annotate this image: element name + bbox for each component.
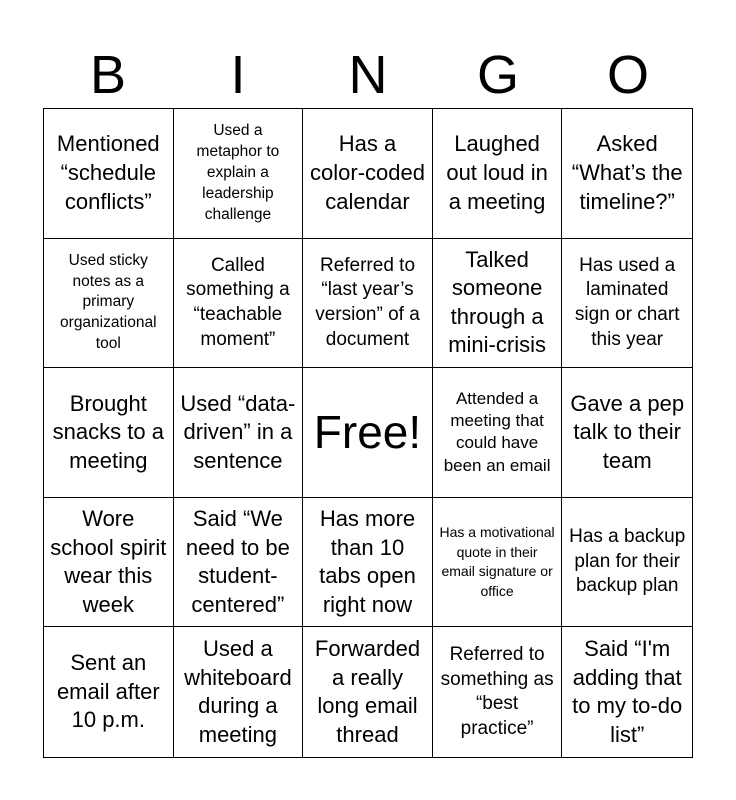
bingo-cell-text: Talked someone through a mini-crisis (448, 246, 546, 358)
bingo-cell[interactable] (174, 498, 304, 628)
bingo-cell-text: Has a motivational quote in their email signature or office (439, 523, 555, 599)
bingo-cell[interactable] (562, 627, 692, 757)
bingo-cell[interactable] (303, 498, 433, 628)
free-space-cell[interactable] (303, 368, 433, 498)
bingo-cell-text: Has a backup plan for their backup plan (569, 526, 686, 597)
header-letter-b: B (89, 45, 127, 105)
bingo-cell-text: Referred to “last year’s version” of a document (315, 254, 420, 350)
bingo-cell[interactable] (303, 109, 433, 239)
bingo-cell[interactable] (562, 239, 692, 369)
bingo-cell-text: Gave a pep talk to their team (570, 390, 685, 473)
bingo-cell-text: Forwarded a really long email thread (314, 636, 421, 747)
bingo-cell-text: Has a color-coded calendar (310, 131, 425, 214)
bingo-cell[interactable] (562, 498, 692, 628)
bingo-cell-text: Used “data-driven” in a sentence (180, 390, 296, 473)
header-letter-i: I (230, 45, 246, 105)
bingo-cell-text: Said “We need to be student-centered” (185, 505, 290, 617)
bingo-cell-text: Called something a “teachable moment” (186, 254, 290, 350)
bingo-cell-text: Has used a laminated sign or chart this year (574, 254, 680, 350)
bingo-cell[interactable] (44, 239, 174, 369)
bingo-cell[interactable] (174, 239, 304, 369)
bingo-cell[interactable] (174, 109, 304, 239)
free-space-text: Free! (313, 406, 422, 459)
bingo-cell[interactable] (44, 109, 174, 239)
bingo-cell[interactable] (433, 109, 563, 239)
bingo-cell[interactable] (433, 498, 563, 628)
bingo-cell[interactable] (433, 627, 563, 757)
bingo-cell[interactable] (433, 239, 563, 369)
bingo-grid (43, 108, 693, 758)
bingo-cell[interactable] (44, 368, 174, 498)
bingo-cell-text: Asked “What’s the timeline?” (571, 131, 683, 214)
bingo-cell[interactable] (174, 627, 304, 757)
bingo-cell-text: Sent an email after 10 p.m. (56, 650, 160, 733)
bingo-cell-text: Used a metaphor to explain a leadership challenge (196, 121, 280, 223)
header-letter-o: O (606, 45, 649, 105)
bingo-cell-text: Has more than 10 tabs open right now (319, 505, 416, 617)
bingo-cell[interactable] (44, 627, 174, 757)
header-letter-g: G (476, 45, 519, 105)
bingo-cell[interactable] (303, 627, 433, 757)
bingo-cell-text: Used sticky notes as a primary organizational tool (60, 251, 157, 353)
bingo-cell[interactable] (562, 109, 692, 239)
bingo-cell[interactable] (44, 498, 174, 628)
bingo-cell-text: Said “I'm adding that to my to-do list” (572, 636, 683, 747)
bingo-cell-text: Used a whiteboard during a meeting (184, 636, 292, 747)
bingo-header (43, 42, 693, 108)
bingo-cell-text: Attended a meeting that could have been an email (443, 389, 551, 475)
header-letter-n: N (348, 45, 388, 105)
bingo-cell-text: Referred to something as “best practice” (440, 643, 554, 739)
bingo-cell-text: Laughed out loud in a meeting (446, 131, 548, 214)
bingo-cell[interactable] (303, 239, 433, 369)
bingo-cell[interactable] (433, 368, 563, 498)
bingo-cell-text: Mentioned “schedule conflicts” (56, 131, 160, 214)
bingo-cell-text: Brought snacks to a meeting (52, 390, 164, 473)
bingo-cell[interactable] (562, 368, 692, 498)
bingo-cell[interactable] (174, 368, 304, 498)
bingo-cell-text: Wore school spirit wear this week (50, 505, 167, 617)
